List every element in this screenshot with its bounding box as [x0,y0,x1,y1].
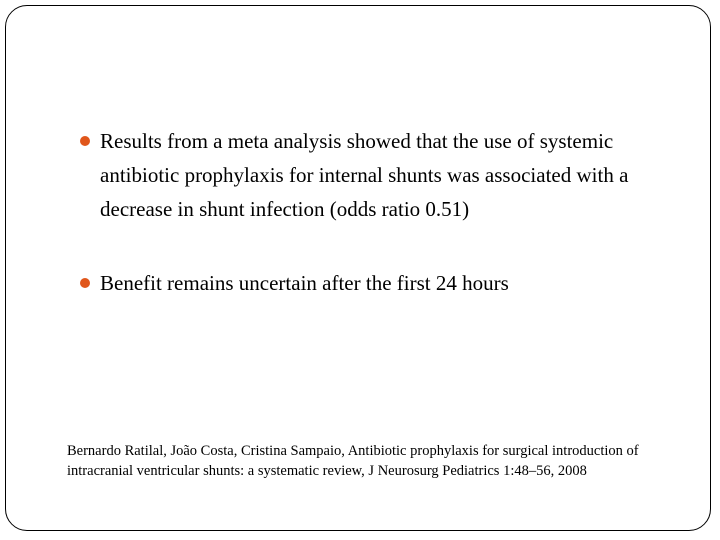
bullet-text: Benefit remains uncertain after the first 24 hours [100,271,509,295]
bullet-list [80,124,680,300]
citation-text: Bernardo Ratilal, João Costa, Cristina Sampaio, Antibiotic prophylaxis for surgical introduction of intracranial ventricular shunts: a systematic review, J Neurosurg Pediatrics 1:48–56, 2008 [67,443,639,479]
bullet-item-benefit [80,266,680,300]
bullet-dot-icon [80,278,90,288]
bullet-item-meta-analysis [80,124,680,226]
bullet-dot-icon [80,136,90,146]
bullet-text: Results from a meta analysis showed that the use of systemic antibiotic prophylaxis for internal shunts was associated with a decrease in shunt infection (odds ratio 0.51) [100,129,629,221]
